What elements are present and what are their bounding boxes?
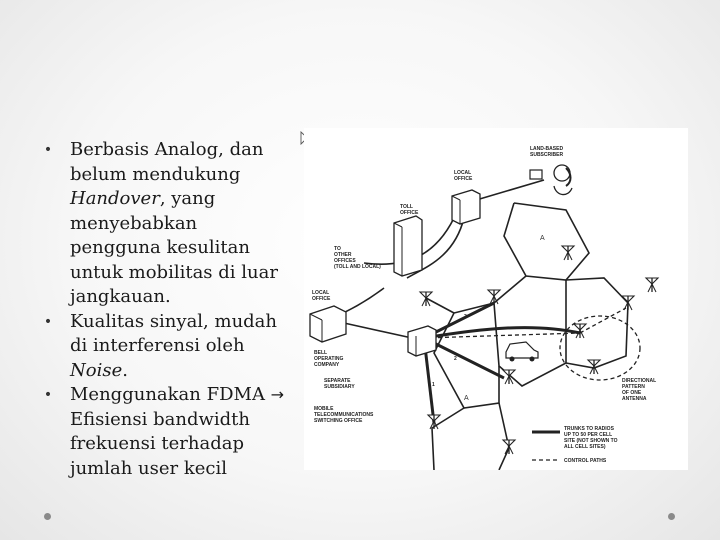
- cell-tower-icon: [420, 292, 432, 306]
- bullet-marker: •: [43, 313, 53, 330]
- cell-tower-icon: [428, 415, 440, 429]
- mtso-building: [408, 326, 436, 356]
- corner-dot: [44, 513, 51, 520]
- text-run: , yang menyebabkan pengguna kesulitan untuk mobilitas di luar jangkauan.: [70, 188, 278, 307]
- line-bell-to-mtso: [344, 323, 412, 338]
- text-run: Berbasis Analog, dan belum mendukung: [70, 139, 264, 185]
- bullet-item: [38, 383, 288, 481]
- cell-label-a: A: [540, 235, 545, 242]
- antenna-pattern: [560, 316, 640, 380]
- cell-tower-icon: [646, 278, 658, 292]
- label-local-office-top: LOCAL OFFICE: [454, 170, 473, 182]
- bullet-text: [70, 139, 278, 307]
- bullet-item: [38, 138, 288, 310]
- text-run: Efisiensi bandwidth frekuensi terhadap jumlah user kecil: [70, 408, 250, 479]
- local-office-building-left: [310, 306, 346, 342]
- trunk-number: 2: [454, 356, 457, 362]
- label-bell-operating-company: BELL OPERATING COMPANY: [314, 350, 344, 368]
- arrow-icon: →: [270, 385, 285, 404]
- diagram-svg: [304, 128, 688, 470]
- emphasis-text: Noise: [70, 359, 123, 381]
- label-mtso: MOBILE TELECOMMUNICATIONS SWITCHING OFFICE: [314, 406, 374, 424]
- cell-tower-icon: [503, 370, 515, 384]
- trunk-line: [424, 328, 580, 338]
- cellular-network-diagram: [304, 128, 688, 470]
- trunk-number: 1: [432, 382, 435, 388]
- bullet-item: [38, 310, 288, 384]
- bullet-text: [70, 311, 277, 381]
- cell-label-a: A: [464, 395, 469, 402]
- cell-tower-icon: [488, 290, 500, 304]
- local-office-building-top: [394, 216, 422, 276]
- text-run: Kualitas sinyal, mudah di interferensi oleh: [70, 310, 278, 356]
- cell-tower-icon: [622, 296, 634, 310]
- corner-dot: [668, 513, 675, 520]
- label-local-office-left: LOCAL OFFICE: [312, 290, 331, 302]
- subscriber-phone-icon: [530, 165, 572, 195]
- label-directional-pattern: DIRECTIONAL PATTERN OF ONE ANTENNA: [622, 378, 657, 402]
- text-run: Menggunakan FDMA: [70, 384, 271, 405]
- car-icon: [506, 342, 538, 362]
- label-to-other-offices: TO OTHER OFFICES (TOLL AND LOCAL): [334, 246, 381, 270]
- toll-office-building: [452, 190, 480, 224]
- cell-tower-icon: [503, 440, 515, 454]
- label-control-paths: CONTROL PATHS: [564, 458, 607, 464]
- label-trunks-legend: TRUNKS TO RADIOS UP TO 50 PER CELL SITE (NOT SHOWN TO ALL CELL SITES): [564, 426, 618, 450]
- emphasis-text: Handover: [70, 188, 160, 209]
- bullet-text: [70, 384, 284, 479]
- bullet-list: [38, 138, 288, 481]
- label-land-based-subscriber: LAND-BASED SUBSCRIBER: [530, 146, 564, 158]
- bullet-marker: •: [43, 387, 53, 403]
- trunk-number: 3: [464, 314, 467, 320]
- text-run: .: [122, 359, 128, 381]
- label-separate-subsidiary: SEPARATE SUBSIDIARY: [324, 378, 355, 390]
- bullet-marker: •: [43, 142, 53, 158]
- cell-hex-bottom-right: [499, 403, 509, 470]
- cell-hex-top-right: [504, 203, 589, 280]
- cell-tower-icon: [562, 246, 574, 260]
- label-toll-office: TOLL OFFICE: [400, 204, 419, 216]
